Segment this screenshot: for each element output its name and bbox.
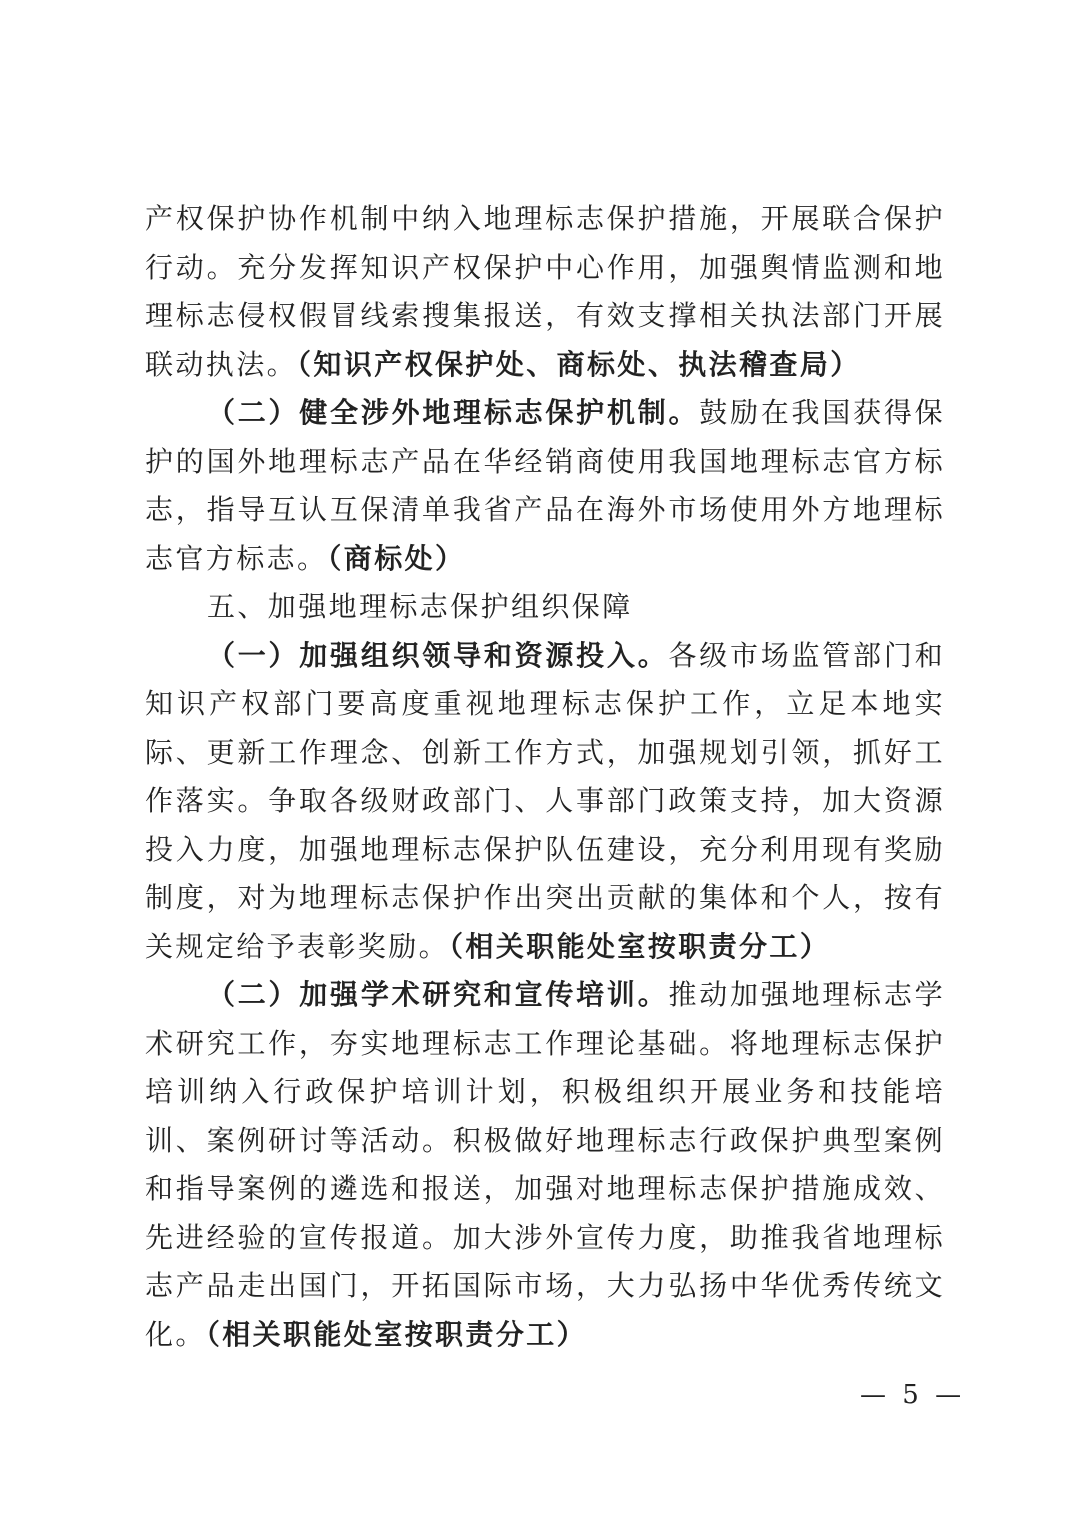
responsible-department: （相关职能处室按职责分工）	[205, 1317, 588, 1351]
responsible-department: （相关职能处室按职责分工）	[449, 929, 831, 963]
subsection-heading: （二）加强学术研究和宣传培训。	[207, 978, 669, 1011]
paragraph-continuation	[145, 195, 945, 389]
document-body	[145, 195, 945, 1359]
subsection-heading: （二）健全涉外地理标志保护机制。	[207, 396, 700, 429]
page-number: — 5 —	[860, 1380, 966, 1410]
paragraph-foreign-gi-mechanism	[145, 389, 945, 583]
responsible-department: （商标处）	[327, 541, 466, 575]
section-title: 五、加强地理标志保护组织保障	[207, 590, 633, 623]
responsible-department: （知识产权保护处、商标处、执法稽查局）	[297, 347, 861, 381]
paragraph-text: 产权保护协作机制中纳入地理标志保护措施，开展联合保护行动。充分发挥知识产权保护中心作用，加强舆情监测和地理标志侵权假冒线索搜集报送，有效支撑相关执法部门开展联动执法。	[145, 202, 945, 381]
paragraph-research-training	[145, 971, 945, 1359]
paragraph-text: 各级市场监管部门和知识产权部门要高度重视地理标志保护工作，立足本地实际、更新工作理念、创新工作方式，加强规划引领，抓好工作落实。争取各级财政部门、人事部门政策支持，加大资源投入力度，加强地理标志保护队伍建设，充分利用现有奖励制度，对为地理标志保护作出突出贡献的集体和个人，按有关规定给予表彰奖励。	[145, 638, 945, 963]
paragraph-text: 鼓励在我国获得保护的国外地理标志产品在华经销商使用我国地理标志官方标志，指导互认互保清单我省产品在海外市场使用外方地理标志官方标志。	[145, 396, 946, 575]
paragraph-organization-leadership	[145, 632, 945, 972]
paragraph-text: 推动加强地理标志学术研究工作，夯实地理标志工作理论基础。将地理标志保护培训纳入行政保护培训计划，积极组织开展业务和技能培训、案例研讨等活动。积极做好地理标志行政保护典型案例和指导案例的遴选和报送，加强对地理标志保护措施成效、先进经验的宣传报道。加大涉外宣传力度，助推我省地理标志产品走出国门，开拓国际市场，大力弘扬中华优秀传统文化。	[145, 978, 945, 1351]
subsection-heading: （一）加强组织领导和资源投入。	[207, 638, 669, 672]
